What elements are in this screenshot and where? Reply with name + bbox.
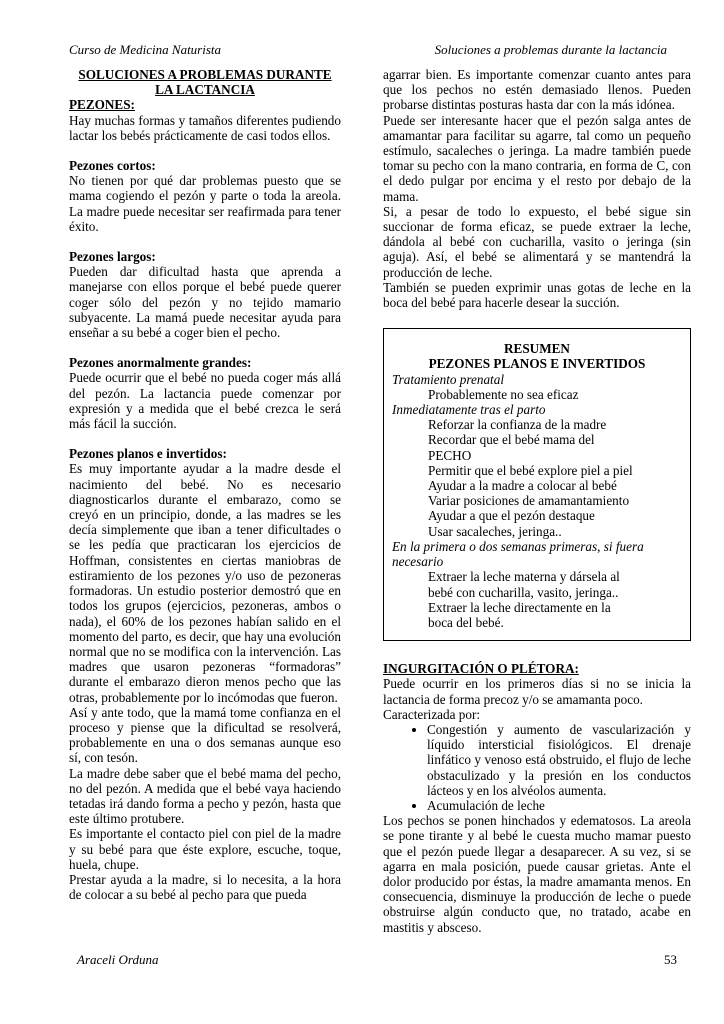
bullet-list [383, 722, 691, 813]
page-header [69, 42, 667, 58]
paragraph: Los pechos se ponen hinchados y edematosos. La areola se pone tirante y al bebé le cuesta mucho mamar puesto que el pezón puede llegar a desaparecer. A su vez, si se agarra en mala posición, puede causar grietas. Ante el dolor producido por éstas, la madre amamanta menos. En consecuencia, disminuye la producción de leche o puede obstruirse algún conducto que, no tratado, acabe en mastitis y absceso. [383, 813, 691, 935]
paragraph: La madre debe saber que el bebé mama del pecho, no del pezón. A medida que el bebé vaya haciendo tetadas irá dando forma a pecho y pezón, hasta que este último protubere. [69, 765, 341, 827]
summary-heading: En la primera o dos semanas primeras, si fuera necesario [392, 538, 644, 570]
section-heading-pezones: PEZONES: [69, 97, 135, 113]
paragraph: Si, a pesar de todo lo expuesto, el bebé sigue sin succionar de forma eficaz, se puede extraer la leche, dándola al bebé con cucharilla, vasito o jeringa (sin aguja). Así, el bebé se alimentará y se mantendrá la producción de leche. [383, 203, 691, 280]
summary-title: RESUMEN [504, 341, 570, 357]
paragraph: Es importante el contacto piel con piel de la madre y su bebé para que éste explore, escuche, toque, huela, chupe. [69, 826, 341, 872]
article-title-line-2: LA LACTANCIA [155, 82, 255, 98]
paragraph: Caracterizada por: [383, 706, 481, 722]
summary-item: Ayudar a la madre a colocar al bebé [428, 478, 617, 494]
paragraph: No tienen por qué dar problemas puesto que se mama cogiendo el pezón y parte o toda la areola. La madre puede necesitar ser reafirmada para tener éxito. [69, 173, 341, 234]
summary-heading: Tratamiento prenatal [392, 371, 504, 387]
summary-item: Recordar que el bebé mama del [428, 432, 595, 448]
author-name: Araceli Orduna [77, 952, 159, 967]
summary-item: bebé con cucharilla, vasito, jeringa.. [428, 584, 619, 600]
subheading-pezones-planos: Pezones planos e invertidos: [69, 446, 227, 462]
summary-item: Usar sacaleches, jeringa.. [428, 523, 562, 539]
paragraph: Puede ocurrir que el bebé no pueda coger más allá del pezón. La lactancia puede comenzar por expresión y a medida que el bebé crezca le será más fácil la succión. [69, 370, 341, 432]
list-item: • Congestión y aumento de vascularización y líquido intersticial fisiológicos. El drenaje linfático y venoso está obstruido, el flujo de leche obstaculizado y la presión en los conductos lácteos y en los alvéolos aumenta. [427, 722, 691, 798]
paragraph: Hay muchas formas y tamaños diferentes pudiendo lactar los bebés prácticamente de casi todos ellos. [69, 112, 341, 143]
ingurgitacion-section [383, 661, 691, 935]
summary-item: Ayudar a que el pezón destaque [428, 508, 595, 524]
left-column [69, 67, 341, 902]
summary-subtitle: PEZONES PLANOS E INVERTIDOS [428, 356, 646, 372]
paragraph: Puede ser interesante hacer que el pezón salga antes de amamantar para facilitar su agarre, tal como un pequeño estímulo, sacaleches o jeringa. La madre también puede tomar su pecho con la mano contraria, en forma de C, con el dedo pulgar por encima y el resto por debajo de la mama. [383, 112, 691, 204]
paragraph: Es muy importante ayudar a la madre desde el nacimiento del bebé. No es necesario diagnosticarlos durante el embarazo, como se creyó en un principio, donde, a las madres se les decía simplemente que iban a tener dificultades o se les pedía que practicaran los ejercicios de Hoffman, consistentes en ciertas maniobras de estiramiento de los pezones y/o uso de pezoneras formadoras. Un estudio posterior demostró que en todos los grupos (ejercicios, pezoneras, ambos o nada), el 60% de los pezones habían salido en el momento del parto, es decir, que hay una evolución normal que no se modifica con la intervención. Las madres que usaron pezoneras “formadoras” durante el embarazo dieron menos pecho que las otras, probablemente por lo incómodas que fueron. [69, 461, 341, 705]
paragraph: agarrar bien. Es importante comenzar cuanto antes para que los pechos no estén demasiado llenos. Pueden probarse distintas posturas hasta dar con la más idónea. [383, 67, 691, 113]
paragraph: También se pueden exprimir unas gotas de leche en la boca del bebé para hacerle desear la succión. [383, 279, 691, 311]
paragraph: Prestar ayuda a la madre, si lo necesita, a la hora de colocar a su bebé al pecho para que pueda [69, 871, 341, 903]
summary-item: Extraer la leche materna y dársela al [428, 569, 620, 585]
summary-item: Reforzar la confianza de la madre [428, 417, 607, 433]
subheading-pezones-grandes: Pezones anormalmente grandes: [69, 355, 252, 371]
subheading-pezones-largos: Pezones largos: [69, 249, 156, 265]
paragraph: Pueden dar dificultad hasta que aprenda a manejarse con ellos porque el bebé puede querer coger sólo del pezón y no tejido mamario subyacente. La mamá puede necesitar ayuda para enseñar a su bebé a coger bien el pecho. [69, 264, 341, 341]
summary-item: Permitir que el bebé explore piel a piel [428, 462, 633, 478]
right-column [383, 67, 691, 935]
page-number: 53 [664, 952, 677, 967]
summary-item: Variar posiciones de amamantamiento [428, 493, 630, 509]
list-item: • Acumulación de leche [427, 798, 691, 813]
section-heading-ingurgitacion: INGURGITACIÓN O PLÉTORA: [383, 661, 579, 677]
article-title-line-1: SOLUCIONES A PROBLEMAS DURANTE [78, 67, 332, 82]
summary-item: PECHO [428, 447, 472, 463]
paragraph: Puede ocurrir en los primeros días si no se inicia la lactancia de forma precoz y/o se amamanta poco. [383, 676, 691, 707]
page-footer [77, 952, 677, 968]
summary-box [383, 328, 691, 641]
summary-item: boca del bebé. [428, 614, 504, 630]
course-title: Curso de Medicina Naturista [69, 42, 222, 57]
summary-heading: Inmediatamente tras el parto [392, 402, 546, 418]
paragraph: Así y ante todo, que la mamá tome confianza en el proceso y piense que la dificultad se resolverá, probablemente en una o dos semanas aunque eso sí, con tesón. [69, 704, 341, 766]
chapter-title: Soluciones a problemas durante la lactancia [434, 42, 667, 57]
summary-item: Extraer la leche directamente en la [428, 599, 611, 615]
summary-item: Probablemente no sea eficaz [428, 386, 579, 402]
subheading-pezones-cortos: Pezones cortos: [69, 158, 156, 174]
